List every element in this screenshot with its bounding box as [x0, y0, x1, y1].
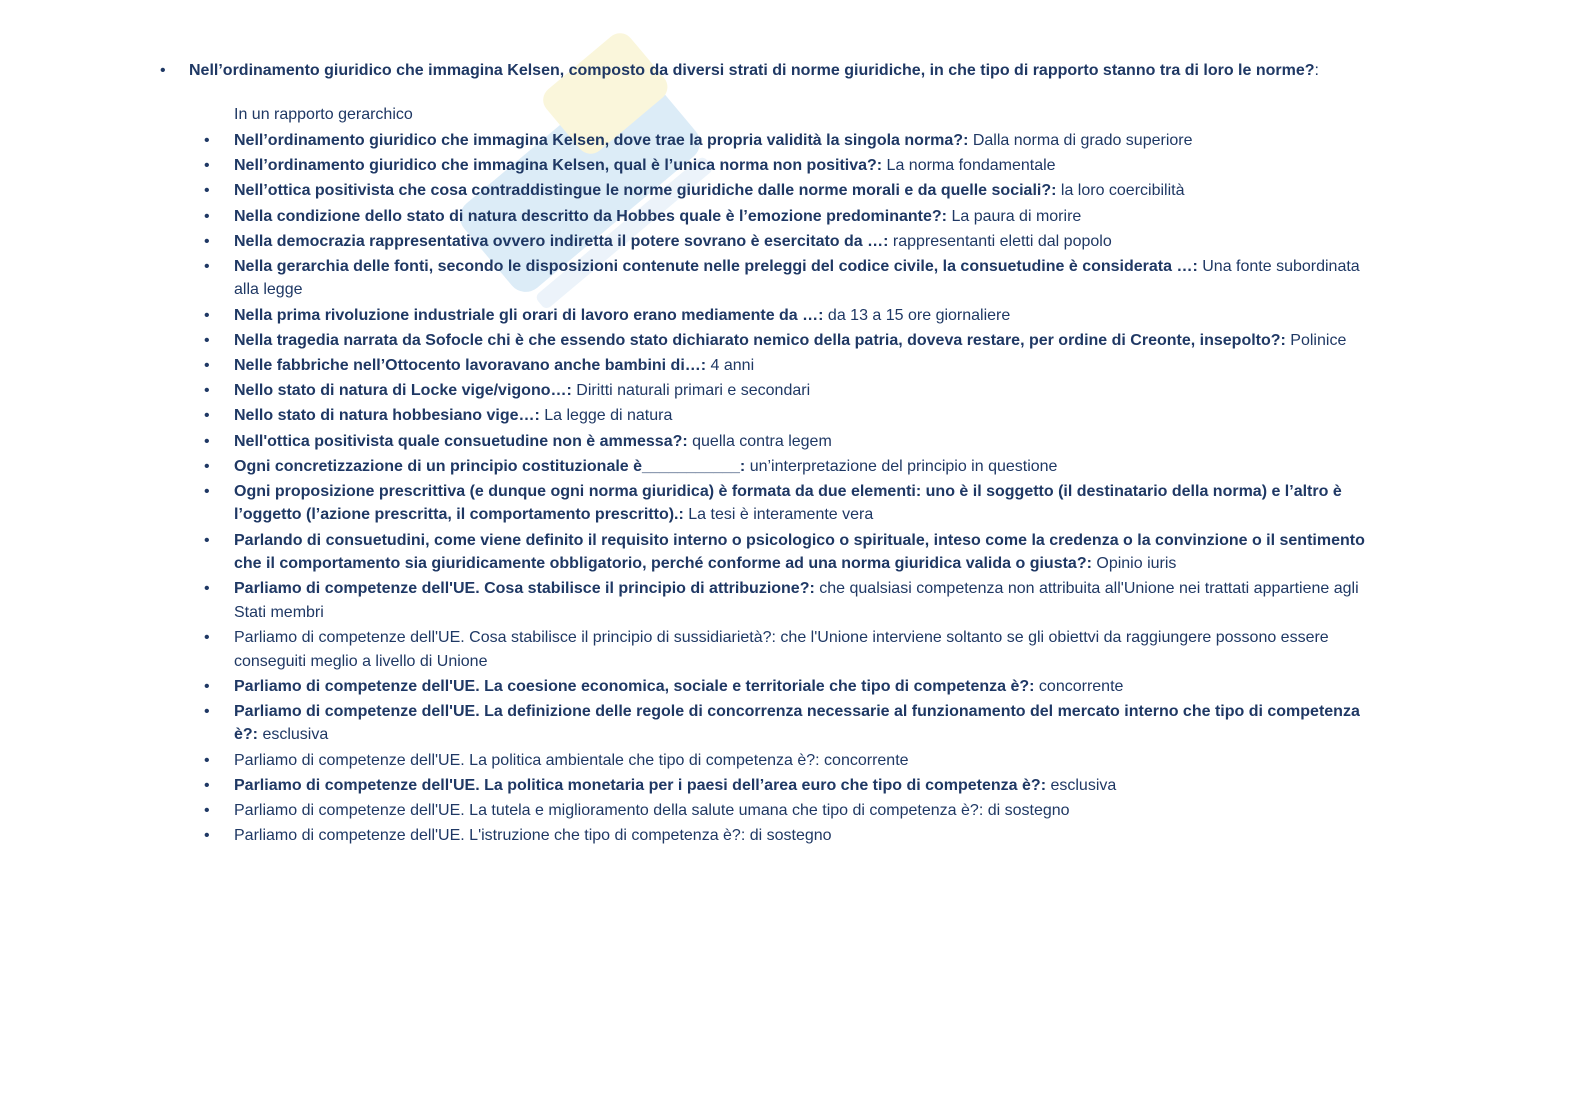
- list-item: • Nella condizione dello stato di natura descritto da Hobbes quale è l’emozione predominante?: La paura di morire: [204, 205, 1384, 229]
- intro-answer: In un rapporto gerarchico: [234, 106, 413, 123]
- list-item: • Parliamo di competenze dell'UE. Cosa stabilisce il principio di attribuzione?: che qualsiasi competenza non attribuita all'Unione nei trattati appartiene agli Stati membri: [204, 577, 1384, 624]
- list-item: • Nella prima rivoluzione industriale gli orari di lavoro erano mediamente da …: da 13 a 15 ore giornaliere: [204, 304, 1384, 328]
- list-item: • Nella democrazia rappresentativa ovvero indiretta il potere sovrano è esercitato da …: rappresentanti eletti dal popolo: [204, 230, 1384, 254]
- intro-question-suffix: :: [1314, 62, 1319, 79]
- list-item: • Ogni concretizzazione di un principio costituzionale è___________: un’interpretazione del principio in questione: [204, 455, 1384, 479]
- list-item: • Nella gerarchia delle fonti, secondo le disposizioni contenute nelle preleggi del codice civile, la consuetudine è considerata …: Una fonte subordinata alla legge: [204, 255, 1384, 302]
- list-item: • Parliamo di competenze dell'UE. L'istruzione che tipo di competenza è?: di sostegno: [204, 824, 1384, 848]
- list-item: • Nell’ordinamento giuridico che immagina Kelsen, dove trae la propria validità la singola norma?: Dalla norma di grado superiore: [204, 129, 1384, 153]
- list-item: • Parlando di consuetudini, come viene definito il requisito interno o psicologico o spirituale, inteso come la credenza o la convinzione o il sentimento che il comportamento sia giuridicamente obbligatorio, perché conforme ad una norma giuridica valida o giusta?: Opinio iuris: [204, 529, 1384, 576]
- list-item: • Nell’ordinamento giuridico che immagina Kelsen, qual è l’unica norma non positiva?: La norma fondamentale: [204, 154, 1384, 178]
- list-item: • Nell’ottica positivista che cosa contraddistingue le norme giuridiche dalle norme morali e da quelle sociali?: la loro coercibilità: [204, 179, 1384, 203]
- list-item: • Nelle fabbriche nell’Ottocento lavoravano anche bambini di…: 4 anni: [204, 354, 1384, 378]
- qa-list: [204, 129, 1384, 849]
- list-item: • Parliamo di competenze dell'UE. La tutela e miglioramento della salute umana che tipo di competenza è?: di sostegno: [204, 799, 1384, 823]
- list-item: • Ogni proposizione prescrittiva (e dunque ogni norma giuridica) è formata da due elementi: uno è il soggetto (il destinatario della norma) e l’altro è l’oggetto (l’azione prescritta, il comportamento prescritto).: La tesi è interamente vera: [204, 480, 1384, 527]
- intro-question: Nell’ordinamento giuridico che immagina Kelsen, composto da diversi strati di norme giuridiche, in che tipo di rapporto stanno tra di loro le norme?: [189, 62, 1315, 79]
- list-item: • Parliamo di competenze dell'UE. La politica monetaria per i paesi dell’area euro che tipo di competenza è?: esclusiva: [204, 774, 1384, 798]
- list-item: • Nello stato di natura di Locke vige/vigono…: Diritti naturali primari e secondari: [204, 379, 1384, 403]
- bullet-icon: •: [160, 62, 166, 79]
- list-item: • Parliamo di competenze dell'UE. La coesione economica, sociale e territoriale che tipo di competenza è?: concorrente: [204, 675, 1384, 699]
- list-item: • Nello stato di natura hobbesiano vige…: La legge di natura: [204, 404, 1384, 428]
- list-item: • Nell'ottica positivista quale consuetudine non è ammessa?: quella contra legem: [204, 430, 1384, 454]
- list-item: • Parliamo di competenze dell'UE. La definizione delle regole di concorrenza necessarie al funzionamento del mercato interno che tipo di competenza è?: esclusiva: [204, 700, 1384, 747]
- list-item: • Parliamo di competenze dell'UE. Cosa stabilisce il principio di sussidiarietà?: che l'Unione interviene soltanto se gli obiettvi da raggiungere possono essere conseguiti meglio a livello di Unione: [204, 626, 1384, 673]
- list-item: • Parliamo di competenze dell'UE. La politica ambientale che tipo di competenza è?: concorrente: [204, 749, 1384, 773]
- list-item: • Nella tragedia narrata da Sofocle chi è che essendo stato dichiarato nemico della patria, doveva restare, per ordine di Creonte, insepolto?: Polinice: [204, 329, 1384, 353]
